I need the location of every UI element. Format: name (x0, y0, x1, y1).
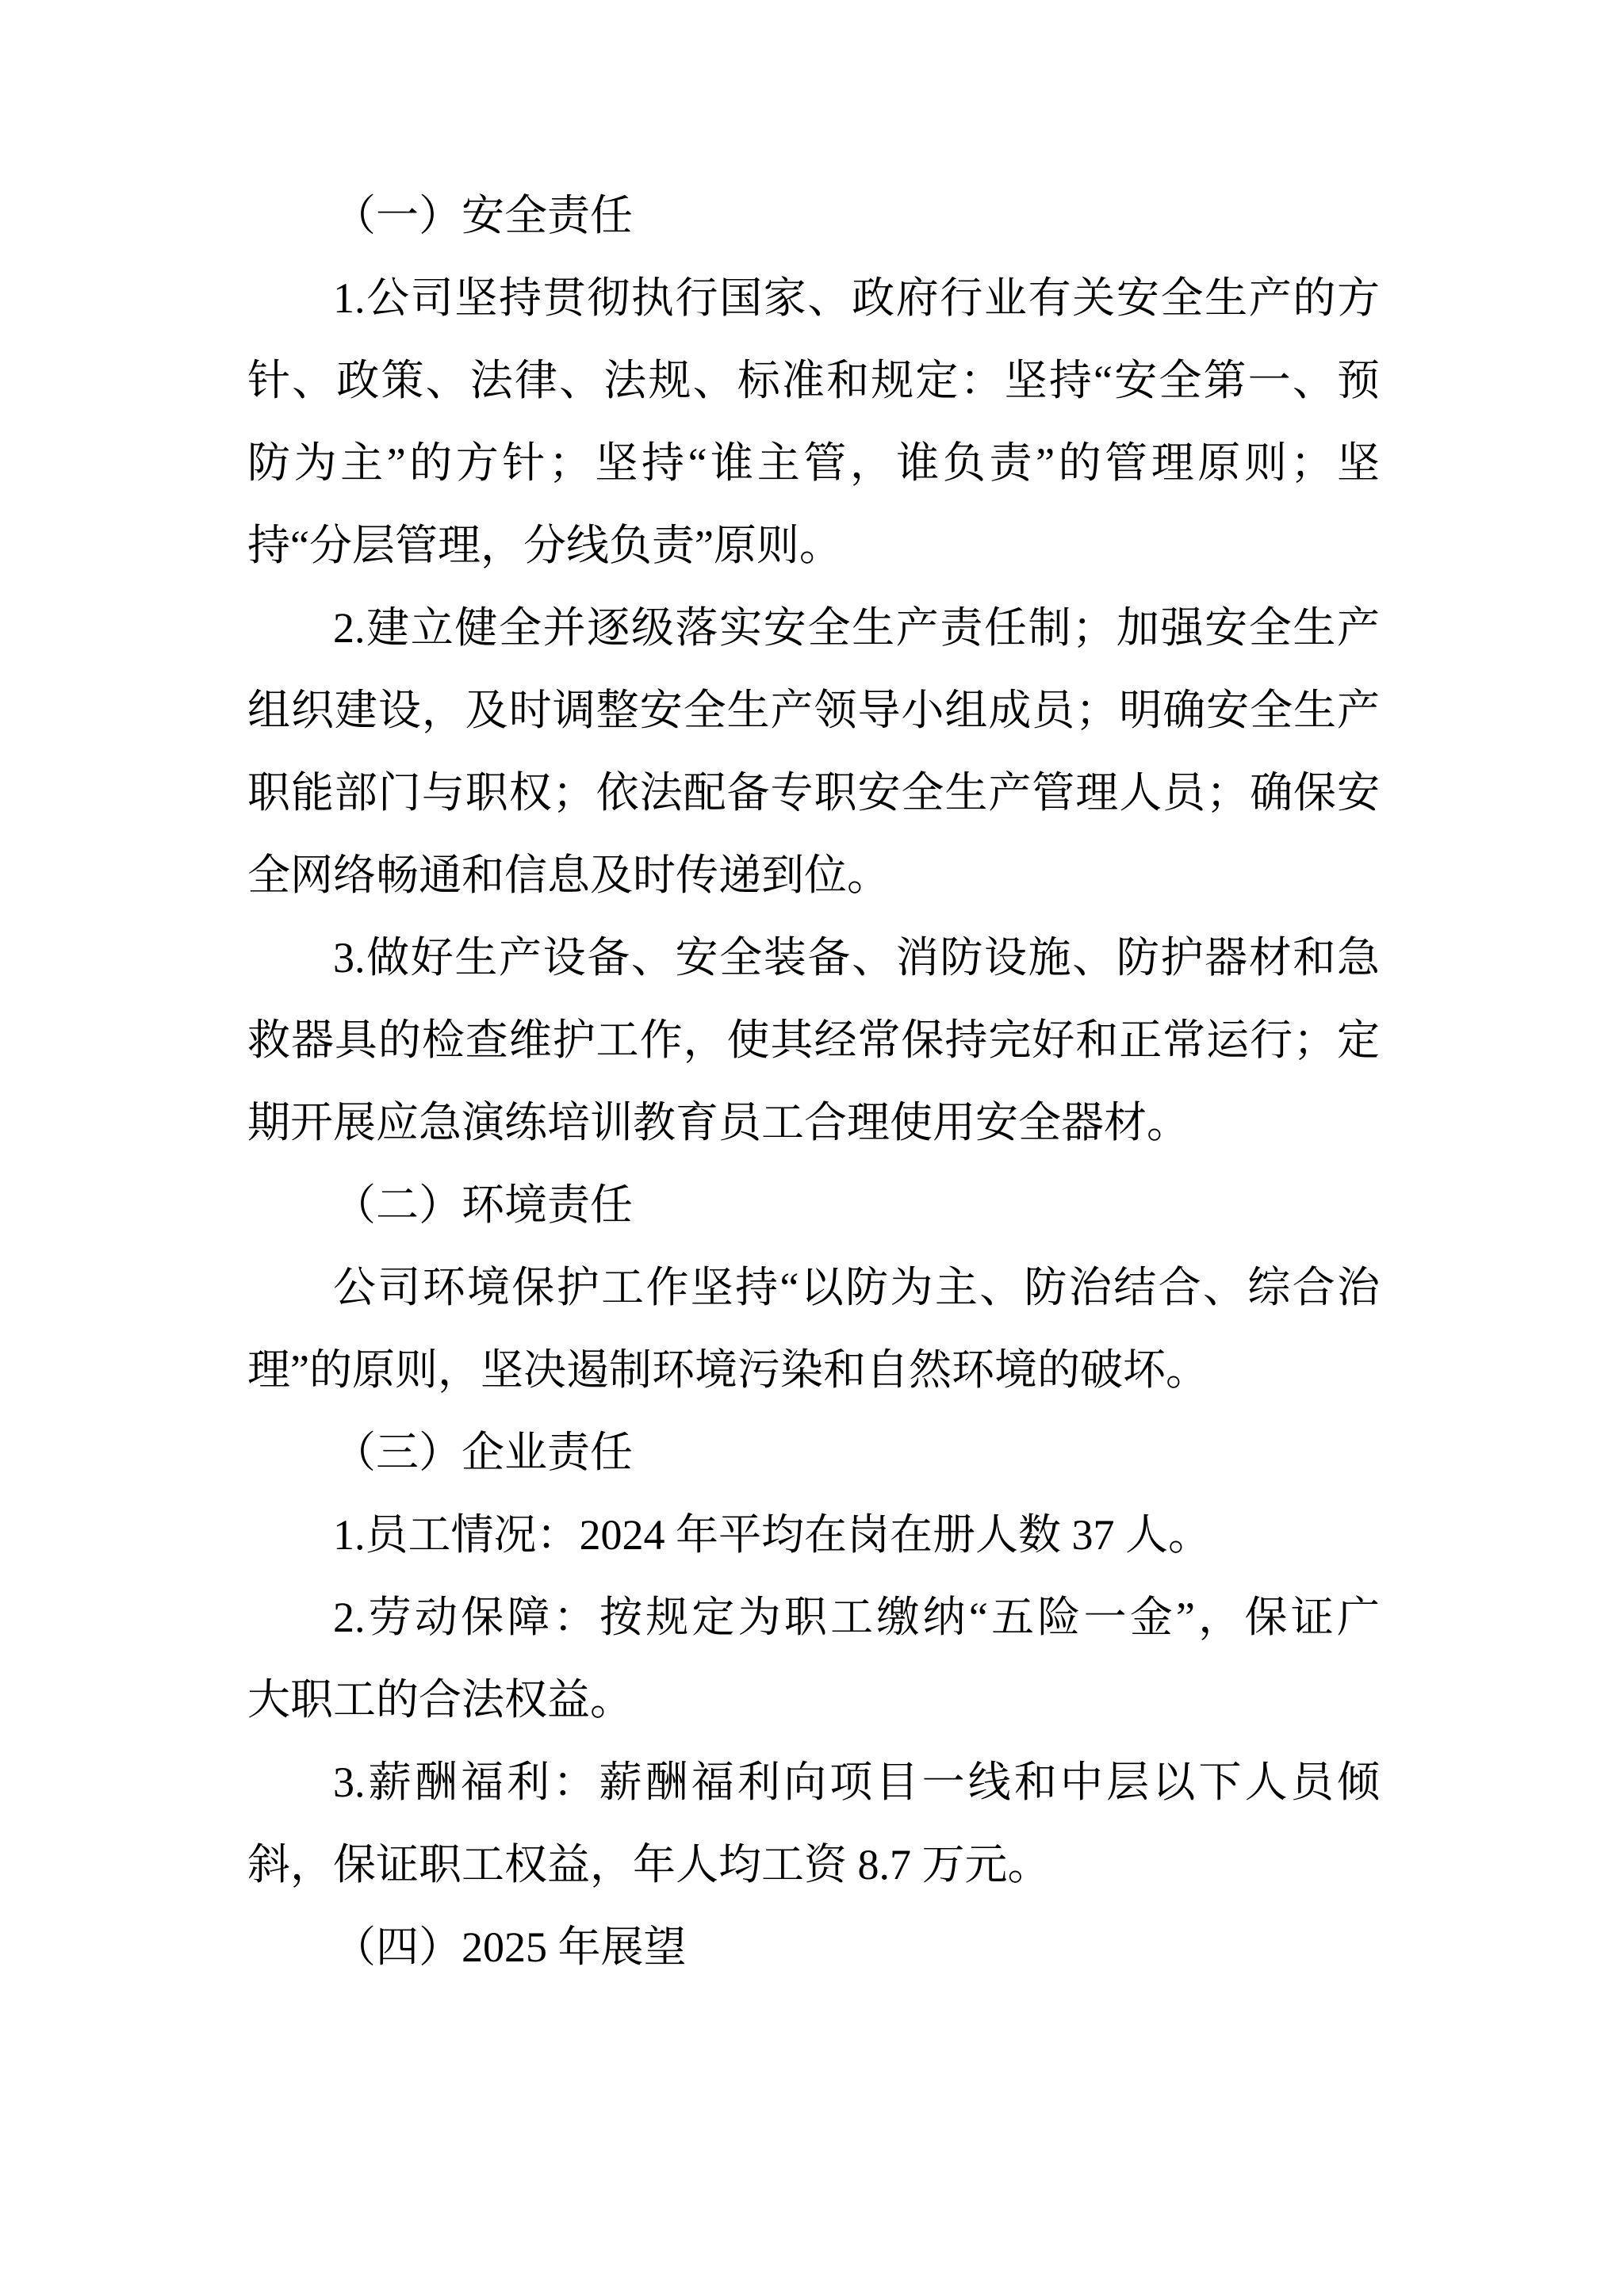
text-line: 针、政策、法律、法规、标准和规定：坚持“安全第一、预 (247, 357, 1380, 404)
text-line: 理”的原则，坚决遏制环境污染和自然环境的破坏。 (247, 1346, 1208, 1394)
text-line: 斜，保证职工权益，年人均工资 8.7 万元。 (247, 1841, 1051, 1888)
text-line: 1.公司坚持贯彻执行国家、政府行业有关安全生产的方 (333, 274, 1380, 322)
text-line: 2.劳动保障：按规定为职工缴纳“五险一金”，保证广 (333, 1594, 1380, 1641)
section-heading-safety: （一）安全责任 (333, 192, 633, 239)
text-line: 职能部门与职权；依法配备专职安全生产管理人员；确保安 (247, 769, 1380, 817)
text-line: 持“分层管理，分线负责”原则。 (247, 522, 842, 569)
text-line: 全网络畅通和信息及时传递到位。 (247, 851, 890, 899)
text-line: 3.薪酬福利：薪酬福利向项目一线和中层以下人员倾 (333, 1758, 1380, 1806)
text-line: 防为主”的方针；坚持“谁主管，谁负责”的管理原则；坚 (247, 439, 1380, 487)
text-line: 2.建立健全并逐级落实安全生产责任制；加强安全生产 (333, 604, 1380, 652)
text-line: 公司环境保护工作坚持“以防为主、防治结合、综合治 (333, 1264, 1380, 1311)
section-heading-enterprise: （三）企业责任 (333, 1429, 633, 1476)
section-heading-outlook: （四）2025 年展望 (333, 1923, 687, 1971)
text-line: 救器具的检查维护工作，使其经常保持完好和正常运行；定 (247, 1016, 1380, 1064)
text-line: 期开展应急演练培训教育员工合理使用安全器材。 (247, 1099, 1189, 1146)
text-line: 1.员工情况：2024 年平均在岗在册人数 37 人。 (333, 1511, 1211, 1559)
text-line: 组织建设，及时调整安全生产领导小组成员；明确安全生产 (247, 687, 1380, 734)
text-line: 3.做好生产设备、安全装备、消防设施、防护器材和急 (333, 934, 1380, 982)
section-heading-environment: （二）环境责任 (333, 1181, 633, 1229)
document-body (247, 174, 1380, 1988)
text-line: 大职工的合法权益。 (247, 1676, 633, 1724)
